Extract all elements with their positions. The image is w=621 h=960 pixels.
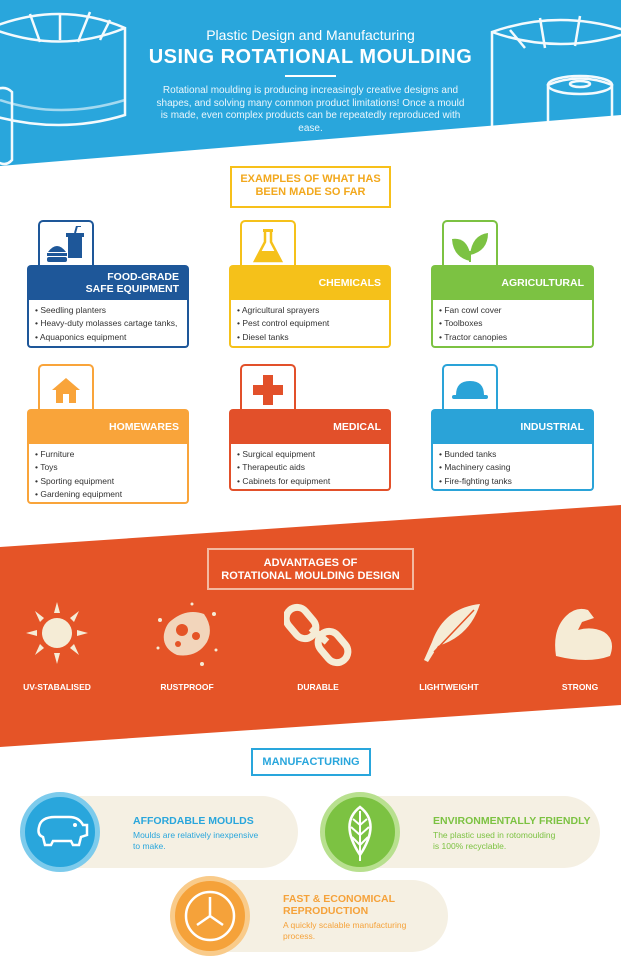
- advantage-label-uv: UV-STABALISED: [23, 682, 91, 692]
- clock-icon: [170, 876, 250, 956]
- list-item: • Toys: [35, 461, 187, 474]
- list-item: • Fire-fighting tanks: [439, 475, 592, 488]
- list-item: • Agricultural sprayers: [237, 304, 389, 317]
- advantage-label-strong: STRONG: [561, 682, 599, 692]
- card-list-industrial: [431, 444, 594, 491]
- list-item: • Tractor canopies: [439, 331, 592, 344]
- card-list-agricultural: [431, 300, 594, 348]
- advantages-heading-line1: ADVANTAGES OF: [263, 557, 358, 569]
- card-list-homewares: [27, 444, 189, 504]
- rust-speckle-icon: [152, 600, 222, 670]
- list-item: • Gardening equipment: [35, 488, 187, 501]
- card-title-chemicals: CHEMICALS: [229, 265, 391, 300]
- header-subtitle: Plastic Design and Manufacturing: [206, 27, 415, 43]
- manufacturing-title-environment: ENVIRONMENTALLY FRIENDLY: [433, 815, 591, 827]
- card-list-chemicals: [229, 300, 391, 348]
- manufacturing-text-fast: A quickly scalable manufacturing process.: [283, 920, 407, 941]
- advantage-label-durable: DURABLE: [297, 682, 339, 692]
- manufacturing-title-affordable: AFFORDABLE MOULDS: [133, 815, 254, 827]
- title-divider: [285, 75, 336, 77]
- leaf-icon: [320, 792, 400, 872]
- advantages-heading: [207, 548, 414, 590]
- manufacturing-text-affordable: Moulds are relatively inexpensive to make.: [133, 830, 259, 851]
- card-title-food-grade: FOOD-GRADE SAFE EQUIPMENT: [27, 265, 189, 300]
- examples-heading-line2: BEEN MADE SO FAR: [255, 186, 366, 198]
- list-item: • Heavy-duty molasses cartage tanks,: [35, 317, 187, 330]
- examples-heading-line1: EXAMPLES OF WHAT HAS: [240, 173, 381, 185]
- card-list-food-grade: [27, 300, 189, 348]
- flexed-arm-icon: [548, 600, 618, 670]
- list-item: • Furniture: [35, 448, 187, 461]
- manufacturing-heading: MANUFACTURING: [251, 748, 371, 776]
- list-item: • Aquaponics equipment: [35, 331, 187, 344]
- list-item: • Machinery casing: [439, 461, 592, 474]
- chain-link-icon: [284, 600, 354, 670]
- card-list-medical: [229, 444, 391, 491]
- list-item: • Bunded tanks: [439, 448, 592, 461]
- card-title-industrial: INDUSTRIAL: [431, 409, 594, 444]
- manufacturing-text-environment: The plastic used in rotomoulding is 100% recyclable.: [433, 830, 556, 851]
- list-item: • Fan cowl cover: [439, 304, 592, 317]
- card-title-homewares: HOMEWARES: [27, 409, 189, 444]
- header-description: Rotational moulding is producing increasingly creative designs and shapes, and solving many common product limitations! Once a mould is made, even complex products can be repeatedly reproduced with ease.: [156, 85, 465, 134]
- list-item: • Sporting equipment: [35, 475, 187, 488]
- sun-icon: [22, 600, 92, 670]
- examples-heading: [230, 166, 391, 208]
- card-title-medical: MEDICAL: [229, 409, 391, 444]
- card-title-agricultural: AGRICULTURAL: [431, 265, 594, 300]
- advantage-label-lightweight: LIGHTWEIGHT: [419, 682, 479, 692]
- manufacturing-title-fast: FAST & ECONOMICAL REPRODUCTION: [283, 893, 395, 917]
- advantage-label-rustproof: RUSTPROOF: [160, 682, 214, 692]
- list-item: • Diesel tanks: [237, 331, 389, 344]
- list-item: • Seedling planters: [35, 304, 187, 317]
- list-item: • Therapeutic aids: [237, 461, 389, 474]
- advantages-heading-line2: ROTATIONAL MOULDING DESIGN: [221, 570, 400, 582]
- list-item: • Pest control equipment: [237, 317, 389, 330]
- list-item: • Toolboxes: [439, 317, 592, 330]
- piggy-bank-icon: [20, 792, 100, 872]
- feather-icon: [414, 600, 484, 670]
- list-item: • Surgical equipment: [237, 448, 389, 461]
- header-title: USING ROTATIONAL MOULDING: [148, 46, 473, 68]
- list-item: • Cabinets for equipment: [237, 475, 389, 488]
